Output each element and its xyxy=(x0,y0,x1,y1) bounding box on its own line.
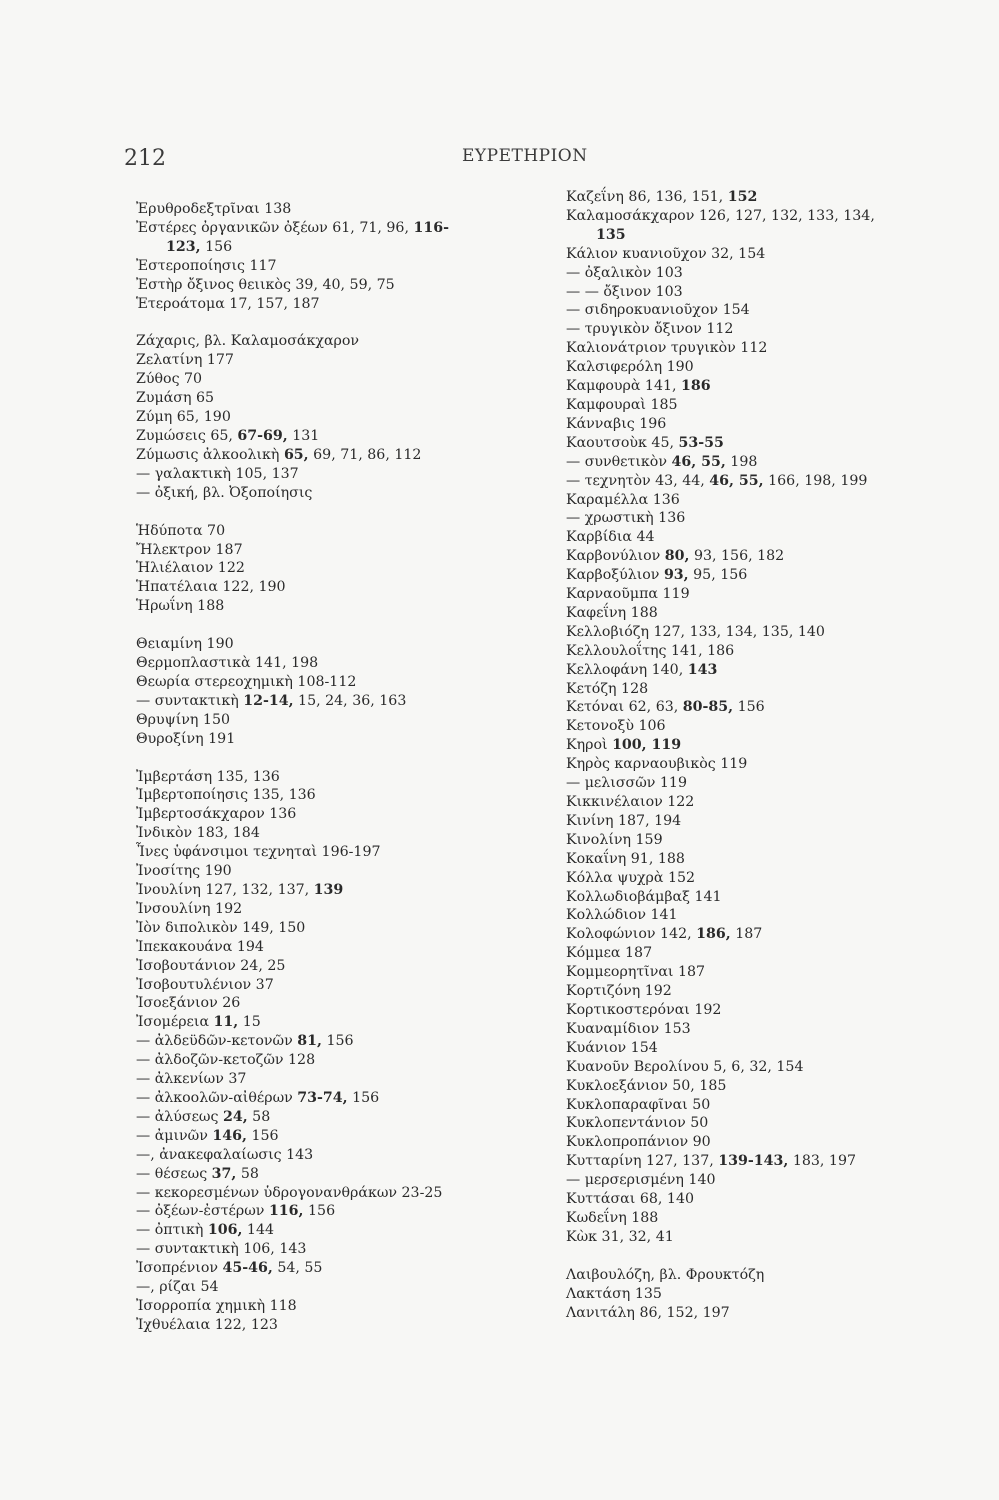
entry-text: Ἰσοεξάνιον 26 xyxy=(136,995,241,1012)
index-entry xyxy=(136,522,556,541)
index-entry xyxy=(136,257,556,276)
entry-text-after: 95, 156 xyxy=(688,567,748,584)
index-entry xyxy=(136,1070,556,1089)
index-entry xyxy=(566,1190,986,1209)
index-entry xyxy=(566,906,986,925)
entry-text: Κελλουλοΐτης 141, 186 xyxy=(566,642,735,659)
entry-text: Ζύμη 65, 190 xyxy=(136,409,231,426)
index-entry xyxy=(136,219,556,238)
index-entry xyxy=(566,1058,986,1077)
entry-text: — τεχνητὸν 43, 44, xyxy=(566,472,710,489)
entry-text: Κετόναι 62, 63, xyxy=(566,699,683,716)
entry-text: — θέσεως xyxy=(136,1165,212,1182)
index-entry xyxy=(566,1209,986,1228)
entry-text-after: 187 xyxy=(730,926,763,943)
entry-text: Κηρὸς καρναουβικὸς 119 xyxy=(566,756,748,773)
entry-text: Κολοφώνιον 142, xyxy=(566,926,697,943)
index-entry xyxy=(566,604,986,623)
index-entry xyxy=(566,850,986,869)
index-entry xyxy=(566,491,986,510)
entry-main-reference: 135 xyxy=(596,226,626,243)
index-entry xyxy=(566,982,986,1001)
entry-text: Κυκλοεξάνιον 50, 185 xyxy=(566,1077,727,1094)
index-entry xyxy=(566,434,986,453)
index-entry xyxy=(566,661,986,680)
entry-text: Ἐστέρες ὀργανικῶν ὀξέων 61, 71, 96, xyxy=(136,219,414,236)
entry-text: — ἀλκενίων 37 xyxy=(136,1071,247,1088)
entry-text: Κυάνιον 154 xyxy=(566,1039,658,1056)
index-entry xyxy=(136,976,556,995)
index-entry xyxy=(566,698,986,717)
index-entry xyxy=(566,623,986,642)
entry-text: Καρβίδια 44 xyxy=(566,529,655,546)
entry-text: Θειαμίνη 190 xyxy=(136,636,234,653)
entry-text: — ἀμινῶν xyxy=(136,1127,213,1144)
entry-main-reference: 139-143, xyxy=(718,1153,789,1170)
running-head: ΕΥΡΕΤΗΡΙΟΝ xyxy=(462,146,588,166)
index-entry xyxy=(566,301,986,320)
entry-text: Ἰμβερτάση 135, 136 xyxy=(136,768,280,785)
entry-text: Καλιονάτριον τρυγικὸν 112 xyxy=(566,340,768,357)
entry-text: Ἰνδικὸν 183, 184 xyxy=(136,825,260,842)
index-entry xyxy=(566,415,986,434)
index-entry xyxy=(136,1202,556,1221)
index-entry xyxy=(566,1001,986,1020)
entry-text: Ἰσομέρεια xyxy=(136,1014,214,1031)
entry-main-reference: 73-74, xyxy=(297,1089,348,1106)
entry-text: Καρβοξύλιον xyxy=(566,567,664,584)
index-entry xyxy=(136,1108,556,1127)
entry-main-reference: 93, xyxy=(663,567,689,584)
entry-main-reference: 106, xyxy=(207,1222,243,1239)
entry-text: Θρυψίνη 150 xyxy=(136,711,230,728)
entry-main-reference: 45-46, xyxy=(222,1260,273,1277)
entry-main-reference: 123, xyxy=(166,238,201,255)
entry-text: Κικκινέλαιον 122 xyxy=(566,794,695,810)
entry-text: Ἰσοβουτυλένιον 37 xyxy=(136,976,274,993)
index-entry xyxy=(566,869,986,888)
entry-text-after: 156 xyxy=(347,1089,380,1106)
index-entry xyxy=(136,1089,556,1108)
entry-text: — κεκορεσμένων ὑδρογονανθράκων 23-25 xyxy=(136,1184,443,1201)
index-entry xyxy=(566,925,986,944)
entry-text: Κηροὶ xyxy=(566,737,613,754)
entry-text: Κυκλοπεντάνιον 50 xyxy=(566,1115,709,1132)
entry-text: Ἐστεροποίησις 117 xyxy=(136,257,277,274)
index-entry xyxy=(566,226,986,245)
index-entry xyxy=(566,188,986,207)
index-entry xyxy=(136,1032,556,1051)
index-entry xyxy=(566,1096,986,1115)
entry-text: Καρβονύλιον xyxy=(566,548,665,565)
entry-text: Καλαμοσάκχαρον 126, 127, 132, 133, 134, xyxy=(566,207,875,224)
entry-text-after: 166, 198, 199 xyxy=(763,472,868,489)
entry-main-reference: 116, xyxy=(268,1203,304,1220)
index-entry xyxy=(136,446,556,465)
index-entry xyxy=(136,994,556,1013)
index-entry xyxy=(136,919,556,938)
entry-text: Κυκλοπροπάνιον 90 xyxy=(566,1134,711,1151)
index-entry xyxy=(566,358,986,377)
entry-text-after: 15, 24, 36, 163 xyxy=(293,692,407,709)
entry-text: Καζεΐνη 86, 136, 151, xyxy=(566,189,728,205)
entry-text: Κάνναβις 196 xyxy=(566,415,667,432)
entry-text: Κυττάσαι 68, 140 xyxy=(566,1191,694,1208)
index-entry xyxy=(566,547,986,566)
entry-text: — χρωστικὴ 136 xyxy=(566,510,686,527)
entry-text-after: 183, 197 xyxy=(788,1153,857,1170)
entry-text: Ζελατίνη 177 xyxy=(136,352,234,369)
index-entry xyxy=(566,793,986,812)
index-entry xyxy=(136,370,556,389)
entry-main-reference: 139 xyxy=(313,882,344,898)
index-entry xyxy=(566,320,986,339)
index-entry xyxy=(566,528,986,547)
entry-text: Ἰπεκακουάνα 194 xyxy=(136,938,264,955)
index-entry xyxy=(136,427,556,446)
entry-text: Κομμεορητῖναι 187 xyxy=(566,964,706,981)
entry-text: Θεωρία στερεοχημικὴ 108-112 xyxy=(136,673,357,690)
index-entry xyxy=(136,635,556,654)
entry-text: —, ἀνακεφαλαίωσις 143 xyxy=(136,1146,314,1163)
index-entry xyxy=(566,812,986,831)
index-entry xyxy=(136,389,556,408)
index-entry xyxy=(136,1013,556,1032)
index-entry xyxy=(566,1228,986,1247)
index-entry xyxy=(136,1184,556,1203)
entry-text: Ἰχθυέλαια 122, 123 xyxy=(136,1316,278,1333)
entry-text: Κυτταρίνη 127, 137, xyxy=(566,1153,719,1170)
entry-text-after: 58 xyxy=(236,1165,259,1182)
entry-text: — ἀλδοζῶν-κετοζῶν 128 xyxy=(136,1052,316,1069)
entry-main-reference: 46, 55, xyxy=(709,472,764,489)
entry-text: Ἡδύποτα 70 xyxy=(136,522,226,539)
index-entry xyxy=(136,900,556,919)
entry-text: — γαλακτικὴ 105, 137 xyxy=(136,465,299,482)
index-entry xyxy=(566,509,986,528)
entry-text: Ἰὸν διπολικὸν 149, 150 xyxy=(136,919,306,936)
entry-main-reference: 67-69, xyxy=(237,427,288,444)
index-entry xyxy=(566,1114,986,1133)
index-entry xyxy=(136,200,556,219)
entry-text: Ἰνουλίνη 127, 132, 137, xyxy=(136,882,314,898)
index-entry xyxy=(566,472,986,491)
entry-text: Ἰνοσίτης 190 xyxy=(136,863,232,880)
entry-text: Κυαναμίδιον 153 xyxy=(566,1020,691,1037)
index-entry xyxy=(136,465,556,484)
index-entry xyxy=(136,673,556,692)
entry-text: — μερσερισμένη 140 xyxy=(566,1172,716,1189)
entry-main-reference: 65, xyxy=(283,446,309,463)
entry-text: Κυανοῦν Βερολίνου 5, 6, 32, 154 xyxy=(566,1058,804,1075)
index-entry xyxy=(136,768,556,787)
entry-text: —, ρίζαι 54 xyxy=(136,1279,219,1296)
entry-main-reference: 80, xyxy=(664,548,690,565)
index-entry xyxy=(136,332,556,351)
entry-main-reference: 116- xyxy=(413,219,449,236)
entry-main-reference: 186 xyxy=(681,378,711,395)
entry-text-after: 93, 156, 182 xyxy=(689,548,785,565)
index-entry xyxy=(136,711,556,730)
index-entry xyxy=(136,786,556,805)
index-entry xyxy=(136,1051,556,1070)
entry-text: Κινολίνη 159 xyxy=(566,831,663,848)
entry-text: Ἰσοβουτάνιον 24, 25 xyxy=(136,957,286,974)
entry-text: Κὼκ 31, 32, 41 xyxy=(566,1228,674,1245)
index-entry xyxy=(566,717,986,736)
index-entry xyxy=(136,881,556,900)
entry-text: Λαιβουλόζη, βλ. Φρουκτόζη xyxy=(566,1266,765,1283)
entry-text: Καρναοῦμπα 119 xyxy=(566,586,690,603)
entry-text-after: 156 xyxy=(303,1203,336,1220)
index-entry xyxy=(566,1133,986,1152)
entry-text: Κετονοξὺ 106 xyxy=(566,718,666,735)
entry-text: Κετόζη 128 xyxy=(566,680,649,697)
entry-main-reference: 143 xyxy=(687,661,718,678)
entry-text: Ἰσοπρένιον xyxy=(136,1260,223,1277)
entry-text-after: 69, 71, 86, 112 xyxy=(308,446,422,463)
index-entry xyxy=(136,597,556,616)
entry-text: Ζύθος 70 xyxy=(136,371,203,388)
index-entry xyxy=(566,1077,986,1096)
index-entry xyxy=(136,692,556,711)
entry-text: Ἰμβερτοποίησις 135, 136 xyxy=(136,787,316,804)
entry-text-after: 156 xyxy=(200,238,233,255)
entry-text: Ἡπατέλαια 122, 190 xyxy=(136,579,286,596)
index-entry xyxy=(136,654,556,673)
index-entry xyxy=(136,1316,556,1335)
index-entry xyxy=(566,396,986,415)
entry-text: Ζυμάση 65 xyxy=(136,390,215,407)
index-entry xyxy=(566,1285,986,1304)
entry-main-reference: 11, xyxy=(213,1014,239,1031)
entry-text-after: 131 xyxy=(287,427,320,444)
entry-text: Κινίνη 187, 194 xyxy=(566,812,682,829)
entry-text: — — ὄξινον 103 xyxy=(566,283,683,300)
index-entry xyxy=(566,755,986,774)
index-entry xyxy=(566,944,986,963)
index-entry xyxy=(136,938,556,957)
index-entry xyxy=(136,824,556,843)
index-entry xyxy=(566,888,986,907)
entry-text: Κελλοφάνη 140, xyxy=(566,661,688,678)
index-entry xyxy=(136,541,556,560)
index-entry xyxy=(566,207,986,226)
entry-text-after: 198 xyxy=(725,453,758,470)
entry-text: — σιδηροκυανιοῦχον 154 xyxy=(566,302,750,319)
entry-text: — ὀξέων-ἐστέρων xyxy=(136,1203,269,1220)
entry-text: Κωδεΐνη 188 xyxy=(566,1209,659,1226)
entry-main-reference: 80-85, xyxy=(682,699,734,716)
index-entry xyxy=(566,1039,986,1058)
index-entry xyxy=(566,642,986,661)
index-entry xyxy=(566,680,986,699)
index-entry xyxy=(136,1240,556,1259)
entry-text: Κόλλα ψυχρὰ 152 xyxy=(566,869,696,886)
entry-text: Ἐρυθροδεξτρῖναι 138 xyxy=(136,201,292,217)
index-entry xyxy=(566,1171,986,1190)
entry-text: Καμφουραὶ 185 xyxy=(566,396,678,413)
entry-text: — ὀπτικὴ xyxy=(136,1222,208,1239)
index-entry xyxy=(136,843,556,862)
entry-text: Κάλιον κυανιοῦχον 32, 154 xyxy=(566,245,766,262)
entry-text-after: 15 xyxy=(238,1014,261,1031)
entry-text: Ζύμωσις ἀλκοολικὴ xyxy=(136,446,284,463)
index-entry xyxy=(566,453,986,472)
index-entry xyxy=(136,862,556,881)
index-entry xyxy=(566,736,986,755)
entry-main-reference: 100, 119 xyxy=(612,737,682,754)
entry-main-reference: 53-55 xyxy=(678,434,724,451)
entry-text: Καραμέλλα 136 xyxy=(566,491,680,508)
index-entry xyxy=(566,1020,986,1039)
index-entry xyxy=(566,245,986,264)
index-entry xyxy=(566,1152,986,1171)
index-column-left xyxy=(136,200,556,1335)
entry-main-reference: 12-14, xyxy=(243,692,294,709)
page-number: 212 xyxy=(124,146,166,171)
entry-text: Ἡρωΐνη 188 xyxy=(136,598,225,615)
index-entry xyxy=(566,566,986,585)
entry-text: Ἶνες ὑφάνσιμοι τεχνηταὶ 196-197 xyxy=(136,844,381,861)
entry-text: Κυκλοπαραφῖναι 50 xyxy=(566,1096,711,1113)
index-entry xyxy=(136,730,556,749)
index-entry xyxy=(136,295,556,314)
entry-text: Θερμοπλαστικὰ 141, 198 xyxy=(136,655,319,672)
index-entry xyxy=(566,1304,986,1323)
index-entry xyxy=(566,283,986,302)
entry-text-after: 156 xyxy=(246,1127,279,1144)
index-column-right xyxy=(566,188,986,1322)
entry-text-after: 156 xyxy=(733,699,765,716)
entry-text: Κολλωδιοβάμβαξ 141 xyxy=(566,888,722,905)
index-entry xyxy=(566,264,986,283)
entry-main-reference: 146, xyxy=(212,1127,247,1144)
entry-text: — ὀξική, βλ. Ὀξοποίησις xyxy=(136,484,313,501)
index-entry xyxy=(566,1266,986,1285)
entry-text: Κόμμεα 187 xyxy=(566,945,653,962)
entry-text: — ἀλύσεως xyxy=(136,1108,223,1125)
entry-text-after: 58 xyxy=(247,1108,271,1125)
entry-main-reference: 81, xyxy=(297,1033,322,1050)
entry-text: — συντακτικὴ xyxy=(136,692,244,709)
index-entry xyxy=(136,1278,556,1297)
entry-text: Ἡλιέλαιον 122 xyxy=(136,560,245,577)
entry-text: Ἑτεροάτομα 17, 157, 187 xyxy=(136,295,320,312)
entry-text: Ἐστὴρ ὄξινος θειικὸς 39, 40, 59, 75 xyxy=(136,276,395,293)
entry-main-reference: 186, xyxy=(696,926,731,943)
entry-text: Καλσιφερόλη 190 xyxy=(566,359,694,376)
index-entry xyxy=(566,377,986,396)
index-entry xyxy=(136,408,556,427)
index-entry xyxy=(136,578,556,597)
entry-text-after: 156 xyxy=(321,1033,354,1050)
index-entry xyxy=(136,1127,556,1146)
entry-text: Θυροξίνη 191 xyxy=(136,730,236,747)
entry-main-reference: 37, xyxy=(211,1165,237,1182)
entry-text: — συντακτικὴ 106, 143 xyxy=(136,1241,307,1258)
index-entry xyxy=(136,559,556,578)
entry-text: Ζυμώσεις 65, xyxy=(136,427,238,444)
entry-text: Ἰμβερτοσάκχαρον 136 xyxy=(136,806,297,823)
entry-text: — μελισσῶν 119 xyxy=(566,775,687,792)
entry-text: Ἰνσουλίνη 192 xyxy=(136,900,243,917)
entry-main-reference: 152 xyxy=(727,189,758,205)
index-entry xyxy=(136,1297,556,1316)
entry-text: Ἰσορροπία χημικὴ 118 xyxy=(136,1297,297,1314)
index-entry xyxy=(136,276,556,295)
entry-text: — ἀλδεϋδῶν-κετονῶν xyxy=(136,1033,298,1050)
entry-text: Καμφουρὰ 141, xyxy=(566,378,682,395)
index-entry xyxy=(136,484,556,503)
entry-text: Κοκαΐνη 91, 188 xyxy=(566,850,685,867)
entry-text: Λανιτάλη 86, 152, 197 xyxy=(566,1304,730,1321)
index-entry xyxy=(566,963,986,982)
index-entry xyxy=(136,1165,556,1184)
entry-text: Καουτσοὺκ 45, xyxy=(566,434,679,451)
entry-text: Ἤλεκτρον 187 xyxy=(136,541,243,558)
entry-text: Ζάχαρις, βλ. Καλαμοσάκχαρον xyxy=(136,333,360,350)
entry-text: Κορτιζόνη 192 xyxy=(566,983,672,1000)
index-entry xyxy=(566,774,986,793)
index-entry xyxy=(136,238,556,257)
index-entry xyxy=(136,805,556,824)
index-entry xyxy=(136,351,556,370)
entry-text: — τρυγικὸν ὄξινον 112 xyxy=(566,321,734,338)
entry-text: — ὀξαλικὸν 103 xyxy=(566,264,683,281)
entry-text: Καφεΐνη 188 xyxy=(566,604,658,621)
entry-text: Λακτάση 135 xyxy=(566,1285,662,1302)
index-entry xyxy=(566,585,986,604)
entry-text: — συνθετικὸν xyxy=(566,453,672,470)
entry-text-after: 144 xyxy=(242,1222,275,1239)
index-entry xyxy=(136,1259,556,1278)
index-entry xyxy=(566,339,986,358)
index-entry xyxy=(136,1146,556,1165)
index-entry xyxy=(136,1221,556,1240)
index-entry xyxy=(566,831,986,850)
entry-text-after: 54, 55 xyxy=(272,1260,323,1277)
index-entry xyxy=(136,957,556,976)
entry-main-reference: 24, xyxy=(222,1108,248,1125)
entry-text: — ἀλκοολῶν-αἰθέρων xyxy=(136,1089,298,1106)
entry-text: Κελλοβιόζη 127, 133, 134, 135, 140 xyxy=(566,623,825,640)
entry-text: Κολλώδιον 141 xyxy=(566,907,678,924)
entry-text: Κορτικοστερόναι 192 xyxy=(566,1001,722,1018)
entry-main-reference: 46, 55, xyxy=(671,453,726,470)
